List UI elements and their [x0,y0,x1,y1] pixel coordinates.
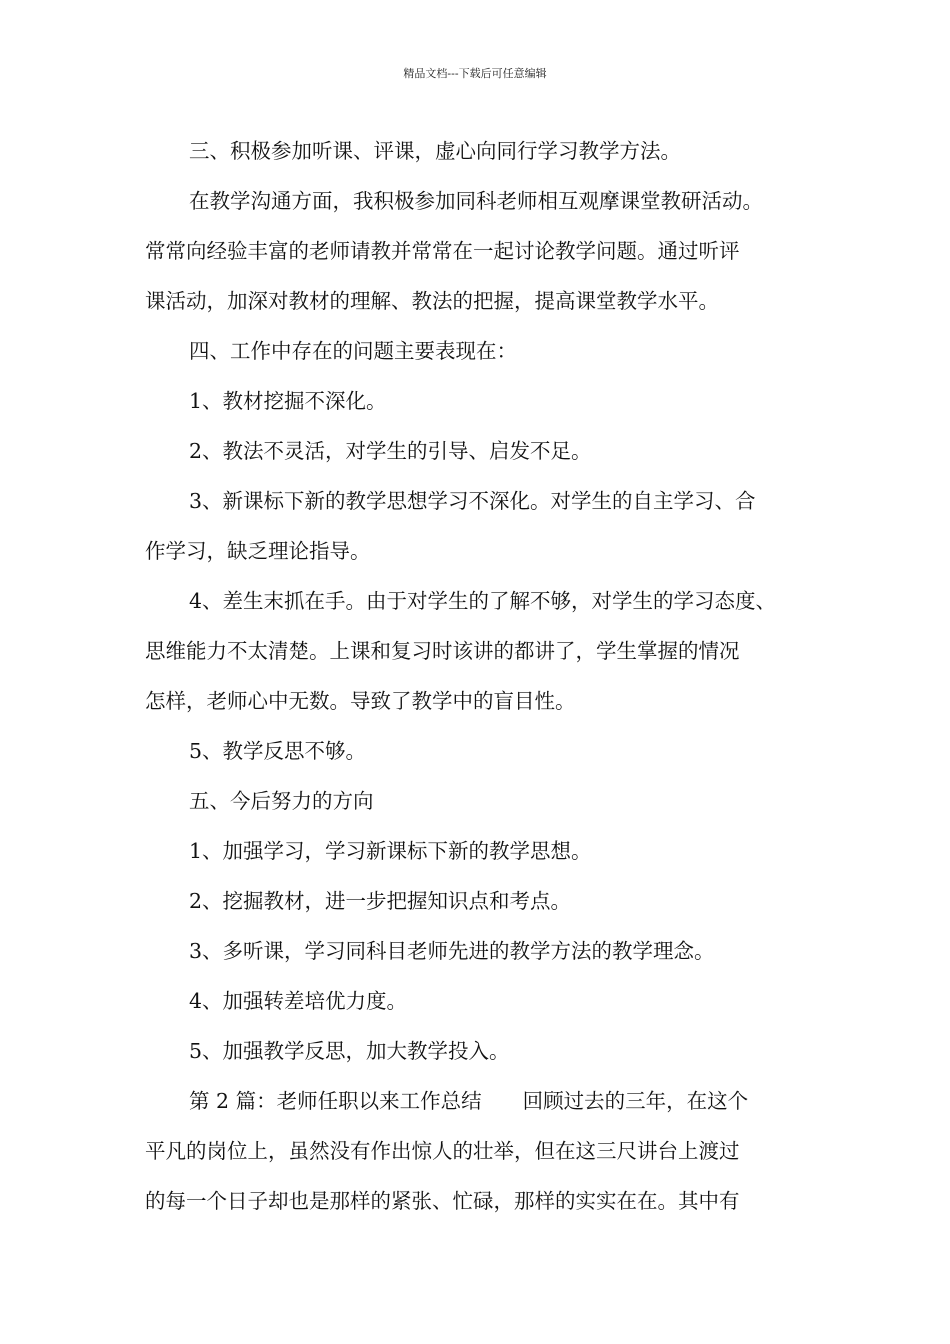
section-heading: 四、工作中存在的问题主要表现在： [189,339,517,363]
paragraph-line: 的每一个日子却也是那样的紧张、忙碌，那样的实实在在。其中有 [145,1189,740,1213]
list-item: 2、教法不灵活，对学生的引导、启发不足。 [189,439,592,463]
paragraph-line: 平凡的岗位上，虽然没有作出惊人的壮举，但在这三尺讲台上渡过 [145,1139,740,1163]
list-item: 3、新课标下新的教学思想学习不深化。对学生的自主学习、合 [189,489,756,513]
list-item-continuation: 思维能力不太清楚。上课和复习时该讲的都讲了，学生掌握的情况 [145,639,740,663]
paragraph-line: 常常向经验丰富的老师请教并常常在一起讨论教学问题。通过听评 [145,239,740,263]
list-item: 2、挖掘教材，进一步把握知识点和考点。 [189,889,572,913]
list-item: 3、多听课，学习同科目老师先进的教学方法的教学理念。 [189,939,715,963]
paragraph-line: 第 2 篇：老师任职以来工作总结 回顾过去的三年，在这个 [189,1089,749,1113]
list-item: 4、差生末抓在手。由于对学生的了解不够，对学生的学习态度、 [189,589,777,613]
list-item: 1、教材挖掘不深化。 [189,389,387,413]
list-item: 5、教学反思不够。 [189,739,367,763]
document-body [145,126,817,1226]
list-item: 1、加强学习，学习新课标下新的教学思想。 [189,839,592,863]
list-item: 4、加强转差培优力度。 [189,989,408,1013]
paragraph-line: 在教学沟通方面，我积极参加同科老师相互观摩课堂教研活动。 [189,189,763,213]
paragraph-line: 课活动，加深对教材的理解、教法的把握，提高课堂教学水平。 [145,289,719,313]
list-item-continuation: 作学习，缺乏理论指导。 [145,539,371,563]
paragraph-line: 三、积极参加听课、评课，虚心向同行学习教学方法。 [189,139,681,163]
list-item-continuation: 怎样，老师心中无数。导致了教学中的盲目性。 [145,689,576,713]
list-item: 5、加强教学反思，加大教学投入。 [189,1039,510,1063]
page-header: 精品文档---下载后可任意编辑 [403,67,547,80]
section-heading: 五、今后努力的方向 [189,789,374,813]
